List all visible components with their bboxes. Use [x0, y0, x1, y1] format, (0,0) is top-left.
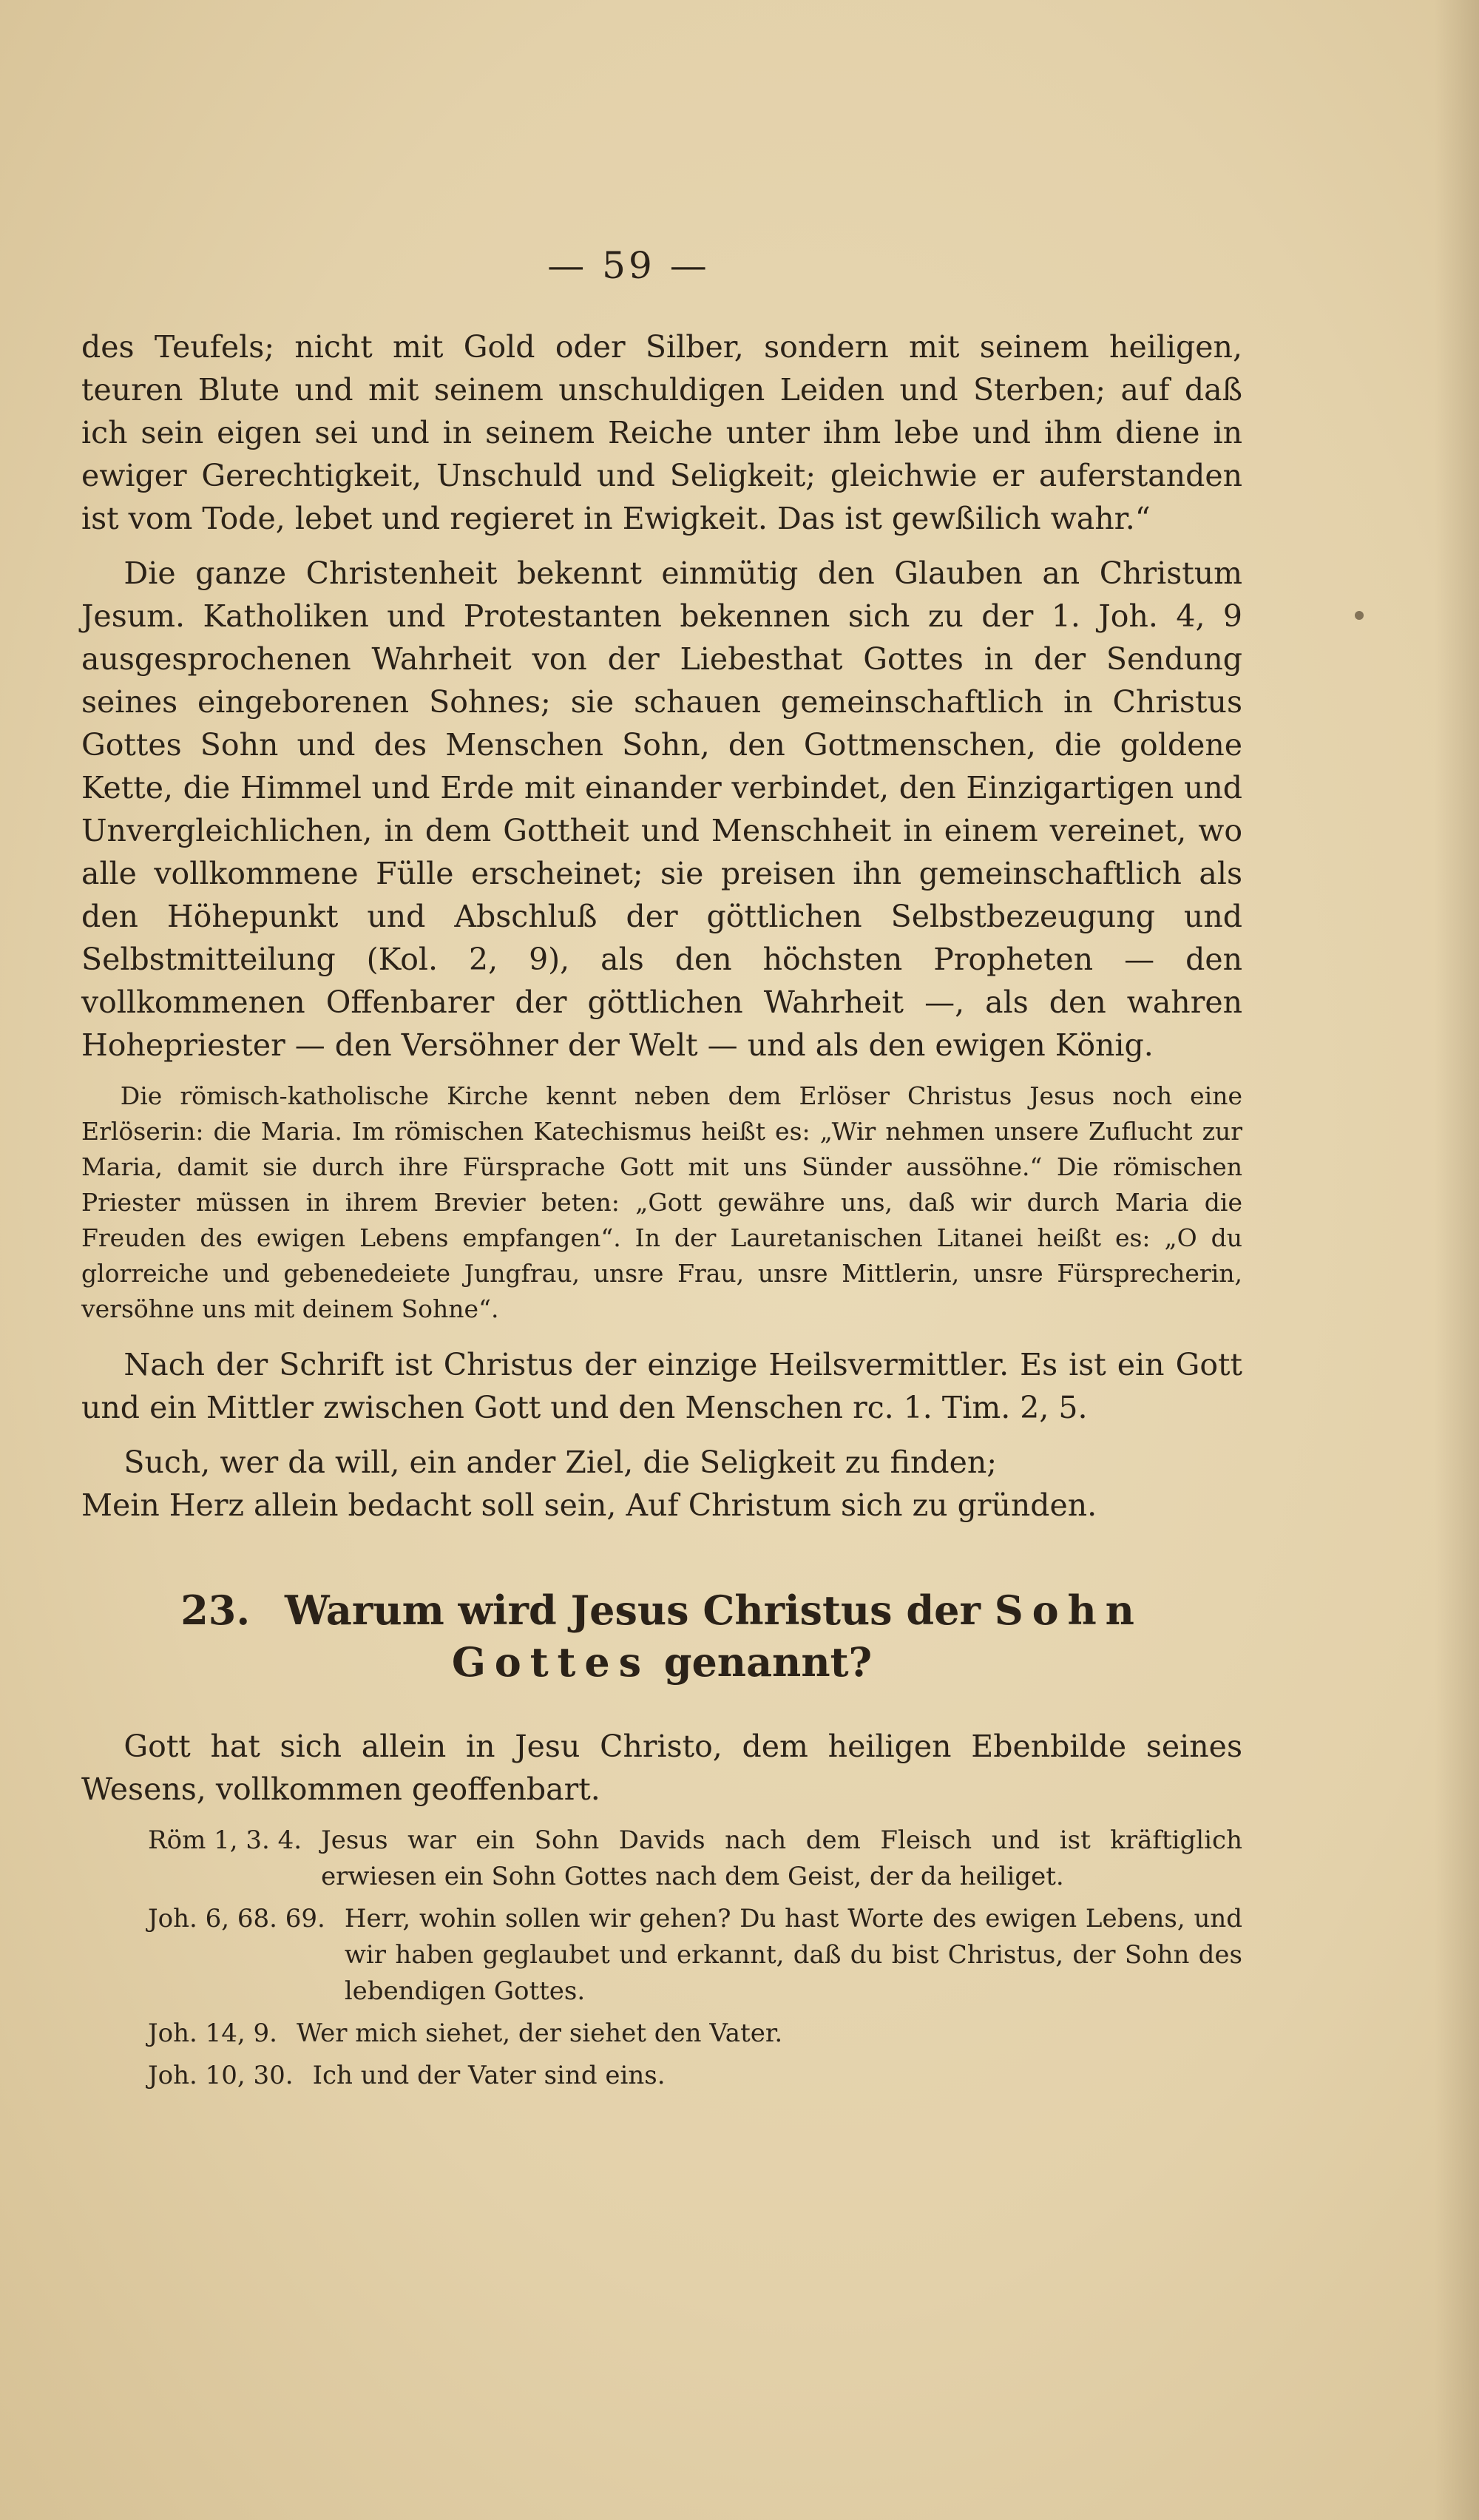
verse-text: Ich und der Vater sind eins. [312, 2061, 666, 2090]
paper-stain [1355, 611, 1364, 620]
section-title-spaced-1: Sohn [994, 1587, 1143, 1634]
verse-reference: Joh. 14, 9. [148, 2019, 277, 2048]
verse-reference: Joh. 10, 30. [148, 2061, 294, 2090]
scripture-verse [81, 1823, 1242, 1895]
verse-reference: Joh. 6, 68. 69. [148, 1904, 325, 1933]
section-title-spaced-2: Gottes [451, 1638, 650, 1686]
scripture-verse [81, 2058, 1242, 2094]
paragraph-continuation: des Teufels; nicht mit Gold oder Silber, sondern mit seinem heiligen, teuren Blute und mit seinem unschuldigen Leiden und Sterben; auf daß ich sein eigen sei und in seinem Reiche unter ihm lebe und ihm diene in ewiger Gerechtigkeit, Unschuld und Seligkeit; gleichwie er auferstanden ist vom Tode, lebet und regieret in Ewigkeit. Das ist gewßilich wahr.“ [81, 329, 1242, 536]
paragraph-confession: Die ganze Christenheit bekennt einmütig den Glauben an Christum Jesum. Katholiken und Protestanten bekennen sich zu der 1. Joh. 4, 9 ausgesprochenen Wahrheit von der Liebesthat Gottes in der Sendung seines eingeborenen Sohnes; sie schauen gemeinschaftlich in Christus Gottes Sohn und des Menschen Sohn, den Gottmenschen, die goldene Kette, die Himmel und Erde mit einander verbindet, den Einzigartigen und Unvergleichlichen, in dem Gottheit und Menschheit in einem vereinet, wo alle vollkommene Fülle erscheinet; sie preisen ihn gemeinschaftlich als den Höhepunkt und Abschluß der göttlichen Selbstbezeugung und Selbstmitteilung (Kol. 2, 9), als den höchsten Propheten — den vollkommenen Offenbarer der göttlichen Wahrheit —, als den wahren Hohepriester — den Versöhner der Welt — und als den ewigen König. [81, 555, 1242, 1063]
verse-reference: Röm 1, 3. 4. [148, 1825, 302, 1855]
section-lead: Gott hat sich allein in Jesu Christo, dem heiligen Ebenbilde seines Wesens, vollkommen geoffenbart. [81, 1729, 1242, 1807]
hymn-line-2: Mein Herz allein bedacht soll sein, Auf Christum sich zu gründen. [81, 1487, 1097, 1523]
verse-text: Jesus war ein Sohn Davids nach dem Fleisch und ist kräftiglich erwiesen ein Sohn Gottes nach dem Geist, der da heiliget. [321, 1825, 1242, 1891]
scripture-verse [81, 1901, 1242, 2010]
verse-text: Herr, wohin sollen wir gehen? Du hast Worte des ewigen Lebens, und wir haben geglaubet und erkannt, daß du bist Christus, der Sohn des lebendigen Gottes. [344, 1904, 1242, 2006]
paragraph-mediator: Nach der Schrift ist Christus der einzige Heilsvermittler. Es ist ein Gott und ein Mittler zwischen Gott und den Menschen rc. 1. Tim. 2, 5. [81, 1347, 1242, 1425]
text-block [81, 325, 1242, 2100]
section-number: 23. [180, 1587, 251, 1634]
section-title-part-2: genannt? [663, 1638, 873, 1686]
hymn-line-1: Such, wer da will, ein ander Ziel, die Seligkeit zu finden; [123, 1445, 998, 1480]
section-title-part-1: Warum wird Jesus Christus der [284, 1587, 981, 1634]
section-heading [81, 1584, 1242, 1688]
page-number: — 59 — [547, 244, 710, 287]
paragraph-catholic-note: Die römisch-katholische Kirche kennt neben dem Erlöser Christus Jesus noch eine Erlöserin: die Maria. Im römischen Katechismus heißt es: „Wir nehmen unsere Zuflucht zur Maria, damit sie durch ihre Fürsprache Gott mit uns Sünder aussöhne.“ Die römischen Priester müssen in ihrem Brevier beten: „Gott gewähre uns, daß wir durch Maria die Freuden des ewigen Lebens empfangen“. In der Lauretanischen Litanei heißt es: „O du glorreiche und gebenedeiete Jungfrau, unsre Frau, unsre Mittlerin, unsre Fürsprecherin, versöhne uns mit deinem Sohne“. [81, 1081, 1242, 1323]
scripture-verse [81, 2016, 1242, 2052]
verse-text: Wer mich siehet, der siehet den Vater. [296, 2019, 783, 2048]
